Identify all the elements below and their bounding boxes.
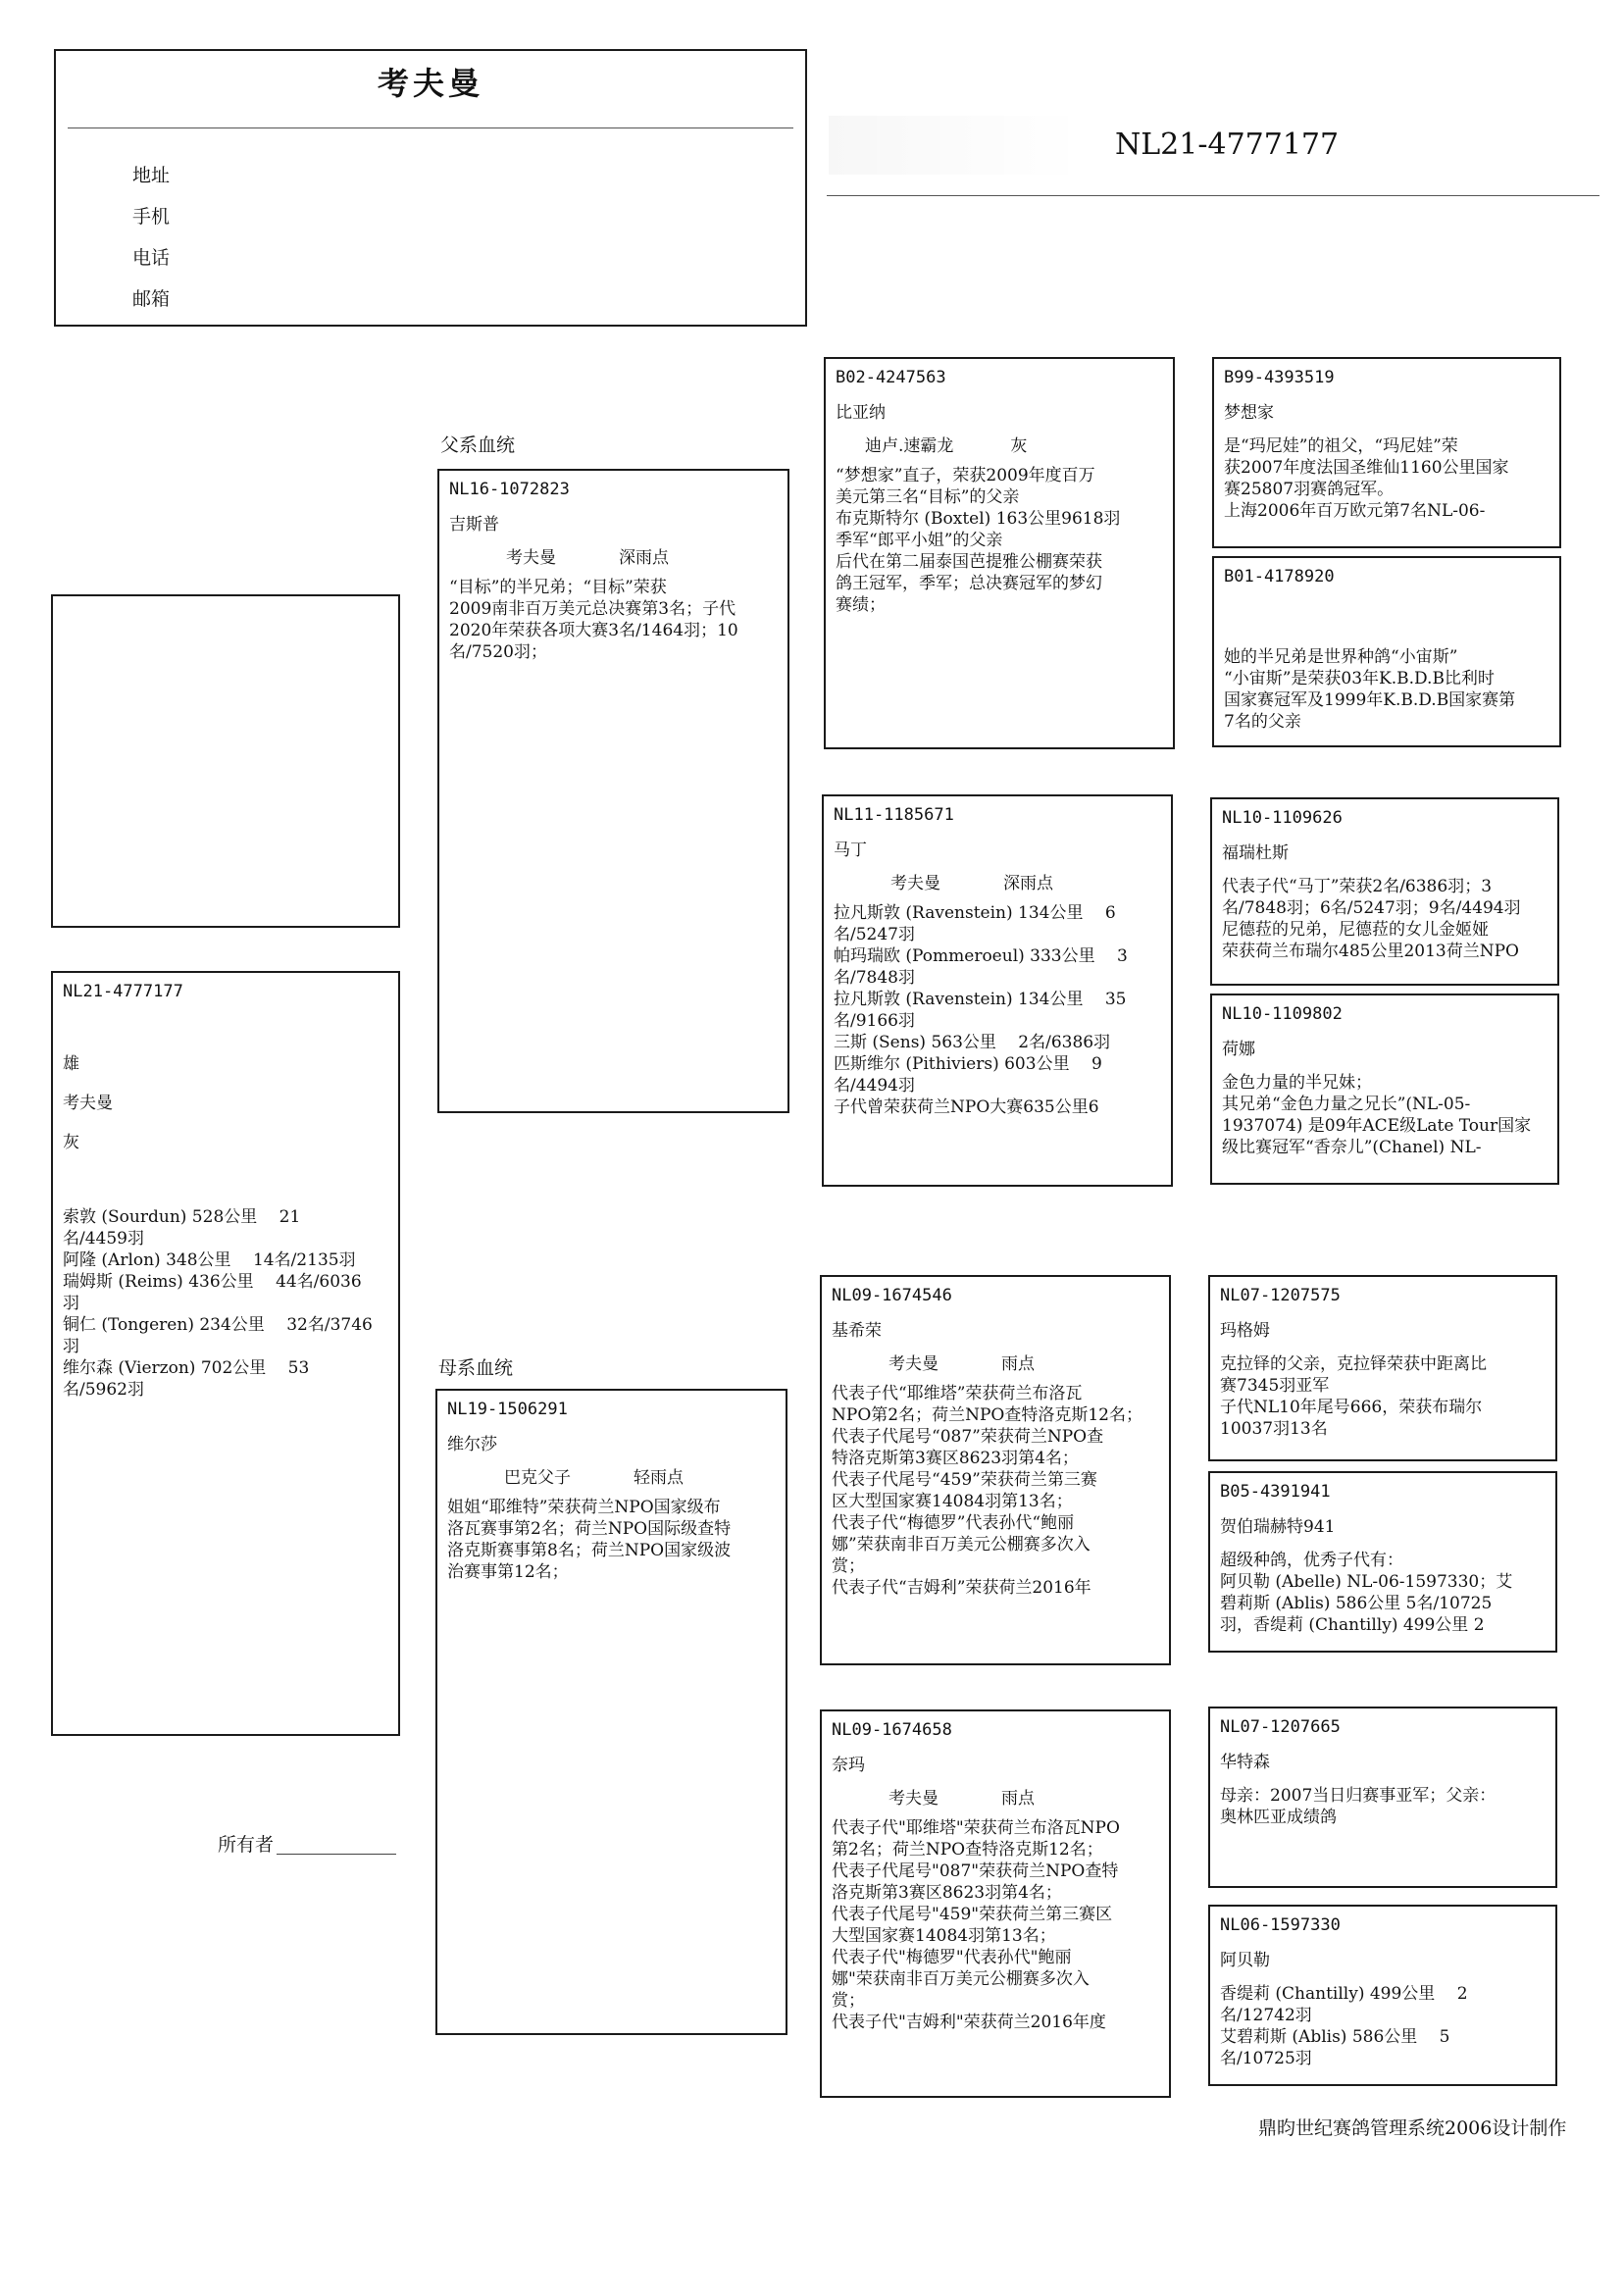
dam-box: [435, 1389, 787, 2035]
desc-line: 名/5247羽: [834, 925, 915, 944]
desc-line: 名/7848羽: [834, 968, 915, 988]
desc-line: 母亲：2007当日归赛事亚军；父亲：: [1220, 1786, 1497, 1806]
desc-line: 阿贝勒 (Abelle) NL-06-1597330；艾: [1220, 1572, 1513, 1592]
sire-dam-box: [822, 794, 1173, 1187]
desc-line: 姐姐“耶维特”荣获荷兰NPO国家级布: [447, 1498, 721, 1517]
desc-line: 赏；: [832, 1556, 865, 1576]
subject-ring: NL21-4777177: [63, 982, 183, 1001]
desc-line: 代表子代“马丁”荣获2名/6386羽；3: [1222, 877, 1493, 896]
desc-line: 香缇莉 (Chantilly) 499公里 2: [1220, 1984, 1468, 2004]
sdd-name: 荷娜: [1222, 1040, 1255, 1059]
dam-line-label: 母系血统: [438, 1357, 514, 1379]
desc-line: 季军“郎平小姐”的父亲: [836, 531, 1003, 550]
desc-line: 子代曾荣获荷兰NPO大赛635公里6: [834, 1097, 1099, 1117]
sd-ring: NL11-1185671: [834, 805, 954, 825]
dds-box: [1208, 1707, 1557, 1888]
desc-line: 名/9166羽: [834, 1011, 915, 1031]
ds-ring: NL09-1674546: [832, 1286, 952, 1305]
subject-pigeon-box: [51, 971, 400, 1736]
desc-line: 代表子代“耶维塔”荣获荷兰布洛瓦: [832, 1384, 1083, 1403]
ddd-box: [1208, 1905, 1557, 2086]
sire-description: [449, 577, 778, 663]
desc-line: 国家赛冠军及1999年K.B.D.B国家赛第: [1224, 690, 1516, 710]
desc-line: 10037羽13名: [1220, 1419, 1328, 1439]
sss-name: 梦想家: [1224, 403, 1274, 423]
desc-line: 布克斯特尔 (Boxtel) 163公里9618羽: [836, 509, 1121, 529]
desc-line: 荣获荷兰布瑞尔485公里2013荷兰NPO: [1222, 942, 1519, 961]
sire-breeder: 考夫曼: [506, 548, 556, 568]
contact-phone-label: 电话: [132, 247, 171, 269]
desc-line: 上海2006年百万欧元第7名NL-06-: [1224, 501, 1486, 521]
ddd-name: 阿贝勒: [1220, 1951, 1270, 1970]
result-line: 名/4459羽: [63, 1229, 144, 1249]
ds-breeder: 考夫曼: [888, 1354, 939, 1374]
photo-frame: [51, 594, 400, 928]
desc-line: 匹斯维尔 (Pithiviers) 603公里 9: [834, 1054, 1102, 1074]
desc-line: 克拉铎的父亲，克拉铎荣获中距离比: [1220, 1354, 1487, 1374]
desc-line: 赛绩；: [836, 595, 886, 615]
desc-line: 2020年荣获各项大赛3名/1464羽；10: [449, 621, 738, 640]
desc-line: 鸽王冠军，季军；总决赛冠军的梦幻: [836, 574, 1102, 593]
dsd-description: [1220, 1550, 1546, 1636]
desc-line: 奥林匹亚成绩鸽: [1220, 1808, 1337, 1827]
desc-line: 2009南非百万美元总决赛第3名；子代: [449, 599, 736, 619]
desc-line: “梦想家”直子，荣获2009年度百万: [836, 466, 1095, 485]
sds-description: [1222, 876, 1548, 962]
desc-line: 洛克斯赛事第8名；荷兰NPO国家级波: [447, 1541, 732, 1560]
ssd-ring: B01-4178920: [1224, 567, 1335, 586]
ss-breeder-color: [836, 435, 1163, 457]
result-line: 索敦 (Sourdun) 528公里 21: [63, 1207, 301, 1227]
dam-dam-box: [820, 1709, 1171, 2098]
sdd-ring: NL10-1109802: [1222, 1004, 1343, 1024]
desc-line: 拉凡斯敦 (Ravenstein) 134公里 35: [834, 990, 1127, 1009]
owner-signature-line: [277, 1854, 396, 1855]
sire-color: 深雨点: [619, 548, 669, 568]
dds-description: [1220, 1785, 1546, 1828]
ss-breeder: 迪卢.速霸龙: [865, 436, 954, 456]
desc-line: 代表子代“梅德罗”代表孙代“鲍丽: [832, 1513, 1075, 1533]
desc-line: 级比赛冠军“香奈儿”(Chanel) NL-: [1222, 1138, 1482, 1157]
desc-line: 羽，香缇莉 (Chantilly) 499公里 2: [1220, 1615, 1485, 1635]
ss-description: [836, 465, 1163, 616]
dds-name: 华特森: [1220, 1753, 1270, 1772]
header-divider: [68, 127, 793, 128]
sire-breeder-color: [449, 547, 778, 569]
dd-breeder: 考夫曼: [888, 1789, 939, 1809]
ds-description: [832, 1383, 1159, 1599]
desc-line: 艾碧莉斯 (Ablis) 586公里 5: [1220, 2027, 1450, 2047]
result-line: 铜仁 (Tongeren) 234公里 32名/3746: [63, 1315, 373, 1335]
desc-line: 7名的父亲: [1224, 712, 1301, 732]
dam-breeder-color: [447, 1467, 776, 1489]
desc-line: 代表子代"吉姆利"荣获荷兰2016年度: [832, 2013, 1106, 2032]
contact-address-label: 地址: [132, 165, 171, 186]
dam-name: 维尔莎: [447, 1435, 497, 1454]
dss-box: [1208, 1275, 1557, 1461]
sire-sire-box: [824, 357, 1175, 749]
desc-line: 大型国家赛14084羽第13名；: [832, 1926, 1056, 1946]
desc-line: 代表子代尾号"087"荣获荷兰NPO查特: [832, 1861, 1119, 1881]
dam-ring: NL19-1506291: [447, 1400, 568, 1419]
dss-name: 玛格姆: [1220, 1321, 1270, 1341]
desc-line: 代表子代尾号"459"荣获荷兰第三赛区: [832, 1905, 1113, 1924]
sd-color: 深雨点: [1003, 874, 1053, 893]
desc-line: 三斯 (Sens) 563公里 2名/6386羽: [834, 1033, 1111, 1052]
desc-line: 尼德菈的兄弟，尼德菈的女儿金姬娅: [1222, 920, 1489, 940]
ss-ring: B02-4247563: [836, 368, 946, 387]
sds-box: [1210, 797, 1559, 986]
desc-line: 获2007年度法国圣维仙1160公里国家: [1224, 458, 1509, 478]
sss-ring: B99-4393519: [1224, 368, 1335, 387]
ds-color: 雨点: [1001, 1354, 1035, 1374]
desc-line: 碧莉斯 (Ablis) 586公里 5名/10725: [1220, 1594, 1493, 1613]
ds-breeder-color: [832, 1353, 1159, 1375]
sds-ring: NL10-1109626: [1222, 808, 1343, 828]
dss-ring: NL07-1207575: [1220, 1286, 1341, 1305]
dsd-box: [1208, 1471, 1557, 1653]
desc-line: 名/12742羽: [1220, 2006, 1312, 2025]
sire-line-label: 父系血统: [440, 434, 516, 456]
ssd-description: [1224, 646, 1549, 733]
dd-color: 雨点: [1001, 1789, 1035, 1809]
desc-line: 是“玛尼娃”的祖父，“玛尼娃”荣: [1224, 436, 1458, 456]
desc-line: 金色力量的半兄妹；: [1222, 1073, 1372, 1093]
sd-name: 马丁: [834, 841, 867, 860]
desc-line: 洛瓦赛事第2名；荷兰NPO国际级查特: [447, 1519, 732, 1539]
dam-description: [447, 1497, 776, 1583]
desc-line: 美元第三名“目标”的父亲: [836, 487, 1020, 507]
desc-line: 拉凡斯敦 (Ravenstein) 134公里 6: [834, 903, 1116, 923]
result-line: 羽: [63, 1294, 79, 1313]
desc-line: 代表子代尾号“087”荣获荷兰NPO查: [832, 1427, 1104, 1447]
result-line: 名/5962羽: [63, 1380, 144, 1400]
dss-description: [1220, 1353, 1546, 1440]
desc-line: 子代NL10年尾号666，荣获布瑞尔: [1220, 1398, 1483, 1417]
desc-line: NPO第2名；荷兰NPO查特洛克斯12名；: [832, 1405, 1142, 1425]
desc-line: 名/10725羽: [1220, 2049, 1312, 2068]
desc-line: 娜”荣获南非百万美元公棚赛多次入: [832, 1535, 1091, 1555]
sss-description: [1224, 435, 1549, 522]
ss-color: 灰: [1010, 436, 1028, 456]
header-title: 考夫曼: [377, 65, 483, 102]
desc-line: “目标”的半兄弟；“目标”荣获: [449, 578, 667, 597]
sdd-description: [1222, 1072, 1548, 1158]
sdd-box: [1210, 994, 1559, 1185]
desc-line: 特洛克斯第3赛区8623羽第4名；: [832, 1449, 1079, 1468]
desc-line: 治赛事第12名；: [447, 1562, 569, 1582]
ds-name: 基希荣: [832, 1321, 882, 1341]
desc-line: 其兄弟“金色力量之兄长”(NL-05-: [1222, 1095, 1471, 1114]
sire-box: [437, 469, 789, 1113]
dam-breeder: 巴克父子: [504, 1468, 571, 1488]
dsd-name: 贺伯瑞赫特941: [1220, 1517, 1336, 1537]
dsd-ring: B05-4391941: [1220, 1482, 1331, 1502]
dd-description: [832, 1817, 1159, 2033]
result-line: 羽: [63, 1337, 79, 1356]
desc-line: 第2名；荷兰NPO查特洛克斯12名；: [832, 1840, 1103, 1860]
desc-line: 代表子代尾号“459”荣获荷兰第三赛: [832, 1470, 1097, 1490]
dd-ring: NL09-1674658: [832, 1720, 952, 1740]
sire-ring: NL16-1072823: [449, 480, 570, 499]
desc-line: 名/7520羽；: [449, 642, 547, 662]
sss-box: [1212, 357, 1561, 548]
dd-name: 奈玛: [832, 1756, 865, 1775]
subject-name: 考夫曼: [63, 1094, 113, 1113]
result-line: 瑞姆斯 (Reims) 436公里 44名/6036: [63, 1272, 362, 1292]
ss-name: 比亚纳: [836, 403, 886, 423]
sire-name: 吉斯普: [449, 515, 499, 535]
sds-name: 福瑞杜斯: [1222, 843, 1289, 863]
desc-line: 洛克斯第3赛区8623羽第4名；: [832, 1883, 1062, 1903]
sd-breeder: 考夫曼: [890, 874, 940, 893]
footer-credit: 鼎昀世纪赛鸽管理系统2006设计制作: [1258, 2117, 1567, 2139]
desc-line: 后代在第二届泰国芭提雅公棚赛荣获: [836, 552, 1102, 572]
contact-email-label: 邮箱: [132, 288, 171, 310]
result-line: 维尔森 (Vierzon) 702公里 53: [63, 1358, 310, 1378]
desc-line: 赛25807羽赛鸽冠军。: [1224, 480, 1395, 499]
desc-line: 区大型国家赛14084羽第13名；: [832, 1492, 1073, 1511]
desc-line: 代表子代"梅德罗"代表孙代"鲍丽: [832, 1948, 1072, 1967]
desc-line: 代表子代"耶维塔"荣获荷兰布洛瓦NPO: [832, 1818, 1120, 1838]
result-line: 阿隆 (Arlon) 348公里 14名/2135羽: [63, 1250, 356, 1270]
main-ring-number: NL21-4777177: [1115, 127, 1340, 162]
owner-label: 所有者: [218, 1834, 275, 1856]
subject-results: [63, 1206, 388, 1401]
dam-color: 轻雨点: [634, 1468, 684, 1488]
ddd-ring: NL06-1597330: [1220, 1915, 1341, 1935]
ddd-description: [1220, 1983, 1546, 2069]
dds-ring: NL07-1207665: [1220, 1717, 1341, 1737]
desc-line: 赛7345羽亚军: [1220, 1376, 1330, 1396]
scan-smudge: [829, 116, 1084, 175]
desc-line: 娜"荣获南非百万美元公棚赛多次入: [832, 1969, 1090, 1989]
sd-description: [834, 902, 1161, 1118]
desc-line: 名/4494羽: [834, 1076, 915, 1096]
desc-line: 1937074) 是09年ACE级Late Tour国家: [1222, 1116, 1532, 1136]
desc-line: “小宙斯”是荣获03年K.B.D.B比利时: [1224, 669, 1495, 688]
ssd-box: [1212, 556, 1561, 747]
sd-breeder-color: [834, 873, 1161, 894]
desc-line: 帕玛瑞欧 (Pommeroeul) 333公里 3: [834, 946, 1128, 966]
desc-line: 赏；: [832, 1991, 865, 2011]
contact-mobile-label: 手机: [132, 206, 171, 228]
dam-sire-box: [820, 1275, 1171, 1665]
subject-sex: 雄: [63, 1054, 79, 1074]
desc-line: 她的半兄弟是世界种鸽“小宙斯”: [1224, 647, 1458, 667]
desc-line: 名/7848羽；6名/5247羽；9名/4494羽: [1222, 898, 1521, 918]
header-box: [54, 49, 807, 327]
desc-line: 代表子代“吉姆利”荣获荷兰2016年: [832, 1578, 1091, 1598]
main-ring-divider: [827, 195, 1599, 196]
dd-breeder-color: [832, 1788, 1159, 1810]
subject-color: 灰: [63, 1133, 79, 1152]
desc-line: 超级种鸽，优秀子代有：: [1220, 1551, 1403, 1570]
